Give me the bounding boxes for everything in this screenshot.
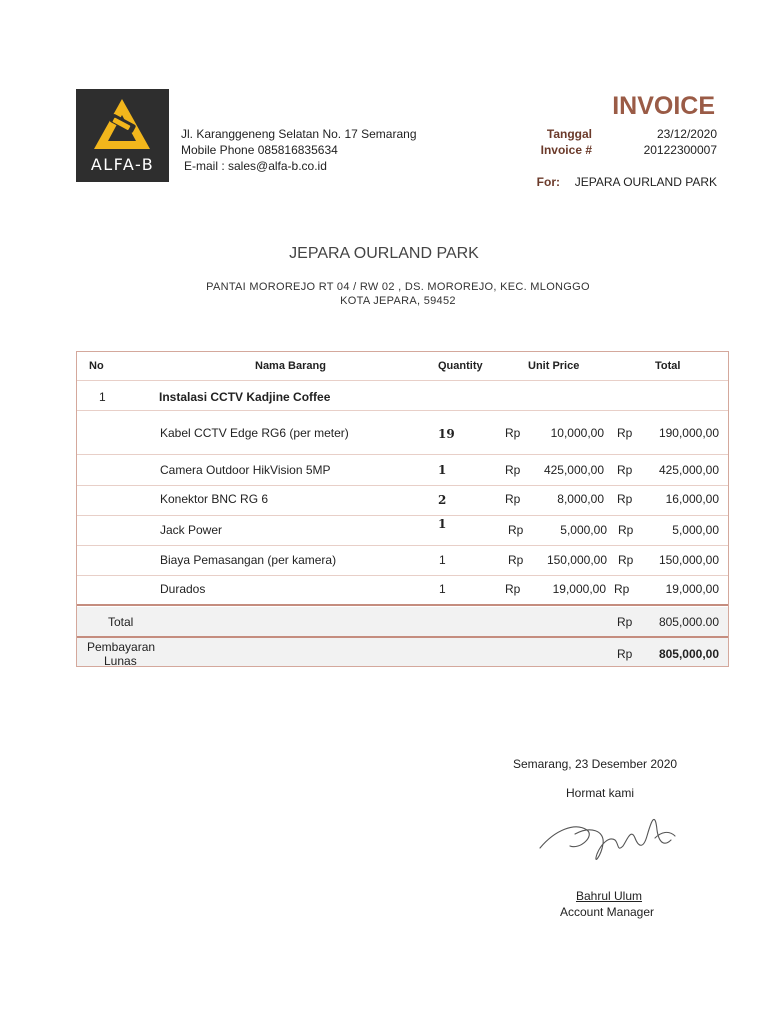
- row-qty: 1: [439, 553, 446, 567]
- divider: [77, 604, 728, 606]
- for-label: For:: [536, 175, 560, 189]
- company-address: Jl. Karanggeneng Selatan No. 17 Semarang: [181, 127, 417, 141]
- invoice-number: 20122300007: [643, 143, 717, 157]
- row-currency: Rp: [505, 426, 521, 440]
- signature-place-date: Semarang, 23 Desember 2020: [512, 757, 678, 771]
- row-currency: Rp: [505, 582, 521, 596]
- row-currency: Rp: [614, 582, 630, 596]
- signature-name: [509, 889, 709, 903]
- row-qty: 19: [438, 427, 455, 441]
- total-value: 805,000.00: [658, 615, 719, 629]
- payment-label-line2: Lunas: [104, 654, 137, 668]
- header-unit-price: Unit Price: [528, 360, 580, 372]
- row-total: 19,000,00: [665, 582, 719, 596]
- row-currency: Rp: [618, 553, 634, 567]
- divider: [77, 545, 728, 546]
- row-total: 16,000,00: [665, 492, 719, 506]
- row-qty: 1: [438, 517, 447, 531]
- company-email: E-mail : sales@alfa-b.co.id: [184, 159, 327, 173]
- invoice-number-label: Invoice #: [540, 143, 592, 157]
- signature-image: [535, 800, 685, 870]
- row-unit-price: 10,000,00: [550, 426, 604, 440]
- invoice-table: [76, 351, 729, 667]
- client-address-line1: PANTAI MOROREJO RT 04 / RW 02 , DS. MOROREJO, KEC. MLONGGO: [206, 281, 590, 293]
- total-label: Total: [108, 615, 134, 629]
- row-unit-price: 5,000,00: [560, 523, 607, 537]
- row-item: Durados: [160, 582, 206, 596]
- row-currency: Rp: [617, 426, 633, 440]
- row-currency: Rp: [505, 492, 521, 506]
- row-currency: Rp: [617, 463, 633, 477]
- total-row: [77, 607, 728, 636]
- row-currency: Rp: [508, 523, 524, 537]
- row-item: Jack Power: [160, 523, 223, 537]
- invoice-title: INVOICE: [612, 92, 715, 120]
- payment-currency: Rp: [617, 647, 633, 661]
- payment-value: 805,000,00: [658, 647, 719, 661]
- invoice-date: 23/12/2020: [656, 127, 717, 141]
- divider: [77, 410, 728, 411]
- row-currency: Rp: [505, 463, 521, 477]
- divider: [77, 380, 728, 381]
- client-name: JEPARA OURLAND PARK: [289, 245, 479, 262]
- row-total: 150,000,00: [658, 553, 719, 567]
- date-label: Tanggal: [546, 127, 592, 141]
- header-no: No: [89, 360, 104, 372]
- row-unit-price: 150,000,00: [546, 553, 607, 567]
- group-no: 1: [99, 390, 106, 404]
- signature-closing: Hormat kami: [565, 786, 634, 800]
- divider: [77, 454, 728, 455]
- row-total: 5,000,00: [672, 523, 719, 537]
- company-phone: Mobile Phone 085816835634: [181, 143, 338, 157]
- payment-row: [77, 638, 728, 666]
- row-unit-price: 425,000,00: [543, 463, 604, 477]
- row-item: Konektor BNC RG 6: [160, 492, 269, 506]
- row-item: Camera Outdoor HikVision 5MP: [160, 463, 331, 477]
- for-value: JEPARA OURLAND PARK: [574, 175, 717, 189]
- row-qty: 1: [439, 582, 446, 596]
- divider: [77, 575, 728, 576]
- signature-position: Account Manager: [559, 905, 655, 919]
- client-address-line2: KOTA JEPARA, 59452: [340, 295, 456, 307]
- row-unit-price: 19,000,00: [552, 582, 606, 596]
- header-qty: Quantity: [438, 360, 483, 372]
- header-item: Nama Barang: [255, 360, 326, 372]
- signer-name: Bahrul Ulum: [575, 889, 643, 903]
- divider: [77, 485, 728, 486]
- payment-label-line1: Pembayaran: [87, 640, 156, 654]
- logo-text: ALFA-B: [90, 155, 155, 174]
- row-item: Kabel CCTV Edge RG6 (per meter): [160, 426, 349, 440]
- row-currency: Rp: [508, 553, 524, 567]
- row-total: 425,000,00: [658, 463, 719, 477]
- row-qty: 2: [438, 493, 447, 507]
- company-logo: [76, 89, 169, 182]
- divider: [77, 515, 728, 516]
- row-item: Biaya Pemasangan (per kamera): [160, 553, 337, 567]
- row-currency: Rp: [618, 523, 634, 537]
- row-unit-price: 8,000,00: [557, 492, 604, 506]
- row-qty: 1: [438, 463, 447, 477]
- group-title: Instalasi CCTV Kadjine Coffee: [159, 390, 331, 404]
- row-total: 190,000,00: [658, 426, 719, 440]
- row-currency: Rp: [617, 492, 633, 506]
- header-total: Total: [655, 360, 681, 372]
- total-currency: Rp: [617, 615, 633, 629]
